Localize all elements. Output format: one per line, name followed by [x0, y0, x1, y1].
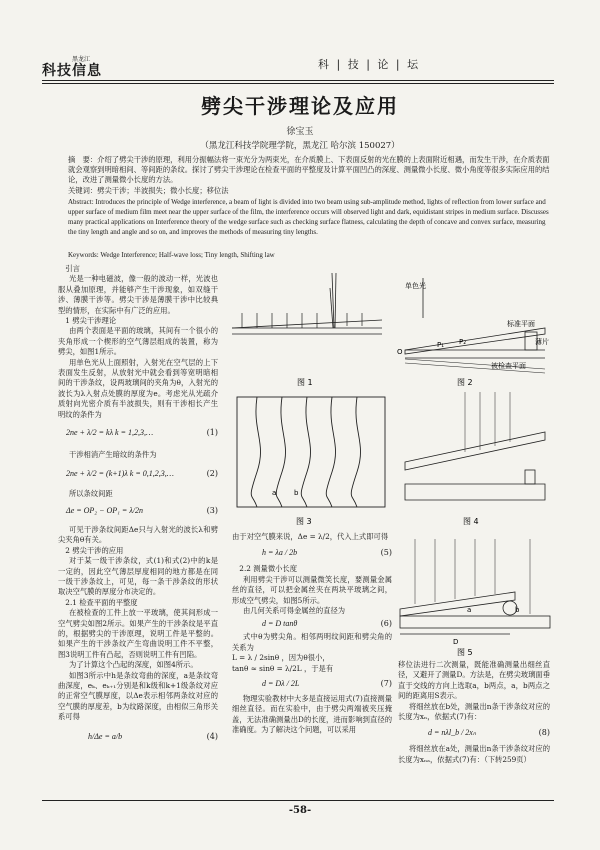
- equation-3: Δe = OP₂ − OP₁ = λ/2n: [66, 505, 144, 515]
- figure-2-P2-label: P₂: [459, 338, 467, 346]
- equation-7-row: [232, 674, 392, 694]
- section-2-1-para-2: 为了计算这个凸起的深度，如图4所示。: [68, 660, 198, 670]
- figure-2-caption: 图 2: [457, 378, 473, 387]
- middle-column: [232, 532, 392, 736]
- author: 徐宝玉: [286, 127, 314, 137]
- equation-2: 2ne + λ/2 = (k+1)λ k = 0,1,2,3,…: [66, 468, 174, 478]
- equation-4: h/Δe = a/b: [88, 731, 123, 741]
- equation-1: 2ne + λ/2 = kλ k = 1,2,3,…: [66, 428, 154, 438]
- left-column: [58, 264, 218, 751]
- section-2-heading: 2 劈尖干涉的应用: [65, 545, 124, 555]
- section-2-1-heading: 2.1 检查平面的平整度: [65, 597, 138, 607]
- header-divider: [42, 80, 554, 81]
- equation-2-row: [58, 461, 218, 489]
- journal-logo: [42, 54, 128, 80]
- section-2-2-para-2: 由几何关系可得金属丝的直径为: [242, 606, 346, 616]
- equation-8: d = nλl_b / 2xₙ: [428, 728, 477, 738]
- section-2-2-heading: 2.2 测量微小长度: [239, 564, 298, 574]
- section-1-para-5: 可见干涉条纹间距Δe只与入射光的波长λ和劈尖夹角θ有关。: [58, 524, 218, 545]
- section-2-2-para-3: 式中θ为劈尖角。相邻两明纹间距和劈尖角的关系为: [232, 632, 392, 652]
- section-2-para-1: 对于某一级干涉条纹，式(1)和式(2)中的k是一定的，因此空气薄层厚度相同的地方都是在同一级干涉条纹上，可见，每一条干涉条纹的形状取决空气膜的厚度分布决定的。: [58, 556, 218, 597]
- figure-2-standard-plane-label: 标准平面: [507, 320, 535, 328]
- header-divider-2: [42, 83, 554, 84]
- paper-title: 劈尖干涉理论及应用: [201, 94, 399, 118]
- keywords-cn: 关键词：劈尖干涉；半波损失；微小长度；移位法: [68, 186, 229, 195]
- right-para-3: 将细丝放在a处，测量出n条干涉条纹对应的长度为xₙₐ，依据式(7)有：（下转259页）: [398, 744, 550, 764]
- keywords-en: Keywords: Wedge Interference; Half-wave loss; Tiny length, Shifting law: [68, 251, 275, 259]
- abstract-en: Abstract: Introduces the principle of Wedge interference, a beam of light is divided into two beam using sub-amplitude method, lights of reflection from lower surface and upper surface of medium film meet near the upper surface of the film, the interference occurs will observed light and dark, equidistant stripes in medium surface. Discusses many practical applications on Interference theory of the wedge surface such as checking surface flatness, calculating the depth of concave and convex surface, measuring the tiny length and angle and so on, and improves the methods of measuring tiny lengths.: [68, 198, 549, 236]
- middle-para-1: 由于对空气膜来说，Δe = λ/2，代入上式即可得: [232, 532, 389, 541]
- section-1-para-1: 由两个表面是平面的玻璃，其间有一个很小的夹角形成一个楔形的空气薄层组成的装置，称为劈尖，如图1所示。: [58, 326, 218, 357]
- affiliation: （黑龙江科技学院理学院，黑龙江 哈尔滨 150027）: [200, 141, 400, 151]
- figure-2-O-label: O: [397, 348, 403, 356]
- figure-5-D-label: D: [453, 638, 459, 646]
- equation-3-number: (3): [206, 505, 218, 515]
- section-1-para-4: 所以条纹间距: [68, 488, 113, 498]
- section-2-2-para-4: 物理实验教材中大多是直接运用式(7)直接测量细丝直径。而在实验中，由于劈尖两端被夹压掩盖，无法准确测量出D的长度，进而影响到直径的准确度。为了解决这个问题，可以采用: [232, 694, 392, 735]
- equation-7: d = Dλ / 2L: [262, 679, 300, 689]
- figure-5: [395, 534, 555, 658]
- figure-5-caption: 图 5: [457, 648, 473, 657]
- figure-2-monochrome-label: 单色光: [405, 282, 426, 290]
- right-para-1: 移位法进行二次测量，既能准确测量出细丝直径，又避开了测量D。方法是，在劈尖玻璃面垂直于交线的方向上选取a，b两点，a，b两点之间的距离用S表示。: [398, 660, 550, 701]
- equation-4-row: [58, 723, 218, 751]
- equation-5-number: (5): [380, 548, 392, 558]
- equation-4-number: (4): [206, 731, 218, 741]
- figure-4: [395, 392, 555, 530]
- figure-1-caption: 图 1: [297, 378, 313, 387]
- figure-3-b-label: b: [294, 489, 299, 497]
- figure-2-checked-plane-label: 被检查平面: [491, 362, 526, 370]
- figure-2-P1-label: P₁: [437, 341, 445, 349]
- figure-3-a-label: a: [272, 489, 277, 497]
- section-2-1-para-3: 如图3所示中h是条纹弯曲的深度，a是条纹弯曲深度，eₖ、eₖ₊₁分别是和k级和k+1级条纹对应的正常空气膜厚度，以Δe表示相邻两条纹对应的空气膜的厚度差，b为纹路深度，由相似三角形关系可得: [58, 670, 218, 722]
- equation-6-row: [232, 616, 392, 632]
- section-1-heading: 1 劈尖干涉理论: [65, 316, 117, 326]
- inline-equation: L = λ / 2sinθ ，因为θ很小，: [232, 653, 330, 663]
- abstract-cn: 摘 要：介绍了劈尖干涉的原理，利用分振幅法将一束光分为两束光，在介质膜上、下表面反射的光在膜的上表面附近相遇，而发生干涉，在介质表面就会观察到明暗相间、等间距的条纹。探讨了劈尖干涉理论在检查平面的平整度及计算平面凹凸的深度、测量微小长度、微小角度等很多实际应用的结论，改进了测量微小长度的方法。: [68, 155, 550, 184]
- page-number: -58-: [288, 805, 312, 816]
- equation-8-row: [398, 722, 550, 744]
- figure-1: [222, 268, 392, 388]
- equation-6: d = D tanθ: [262, 619, 298, 629]
- right-para-2: 将细丝放在b处，测量出n条干涉条纹对应的长度为xₙ，依据式(7)有：: [398, 701, 550, 722]
- column-title: 科 | 技 | 论 | 坛: [318, 58, 421, 71]
- figure-2: [395, 268, 555, 388]
- equation-5: h = λa / 2b: [262, 548, 298, 558]
- figure-5-a-label: a: [467, 606, 472, 614]
- section-2-1-para-1: 在被检查的工件上放一平玻璃，使其间形成一空气劈尖如图2所示。如果产生的干涉条纹是平直的，根据劈尖的干涉原理，说明工件是平整的。如果产生的干涉条纹产生弯曲说明工件不平整，图3说明工件有凸起，否则说明工件有凹陷。: [58, 608, 218, 659]
- section-1-para-2: 用单色光从上面照射，入射光在空气层的上下表面发生反射，从放射光中就会看到等宽明暗相间的干涉条纹，设两玻璃间的夹角为θ，入射光的波长为λ入射点处膜的厚度为e。考虑光从光疏介质射向光密介质有半波损失，则有干涉相长产生明纹的条件为: [58, 357, 218, 419]
- equation-1-number: (1): [206, 428, 218, 438]
- tan-equation: tanθ ≈ sinθ = λ/2L ，于是有: [232, 663, 334, 673]
- section-1-para-3: 干涉相消产生暗纹的条件为: [68, 450, 157, 460]
- section-2-2-para-1: 利用劈尖干涉可以测量微笑长度，要测量金属丝的直径，可以把金属丝夹在两块平玻璃之间，形成空气劈尖，如图5所示。: [232, 574, 392, 605]
- logo-small-text: 黑龙江: [72, 56, 91, 63]
- equation-2-number: (2): [206, 468, 218, 478]
- equation-6-number: (6): [380, 619, 392, 629]
- equation-8-number: (8): [538, 728, 550, 738]
- figure-3-caption: 图 3: [296, 517, 312, 526]
- intro-heading: 引言: [65, 264, 80, 273]
- right-column: [398, 660, 550, 765]
- footer-divider: [42, 800, 554, 801]
- equation-3-row: [58, 499, 218, 525]
- equation-7-number: (7): [380, 679, 392, 689]
- figure-5-b-label: b: [515, 606, 520, 614]
- intro-text: 光是一种电磁波，像一般的波动一样，光波也服从叠加原理，并能够产生干涉现象，如双缝干涉、薄膜干涉等。劈尖干涉是薄膜干涉中比较典型的情形，在实际中有广泛的应用。: [58, 274, 218, 315]
- figure-4-caption: 图 4: [463, 517, 479, 526]
- equation-1-row: [58, 420, 218, 450]
- logo-main-text: 科技信息: [42, 63, 102, 79]
- equation-5-row: [232, 542, 392, 564]
- figure-3: [232, 392, 390, 530]
- figure-2-thin-sheet-label: 薄片: [535, 338, 549, 346]
